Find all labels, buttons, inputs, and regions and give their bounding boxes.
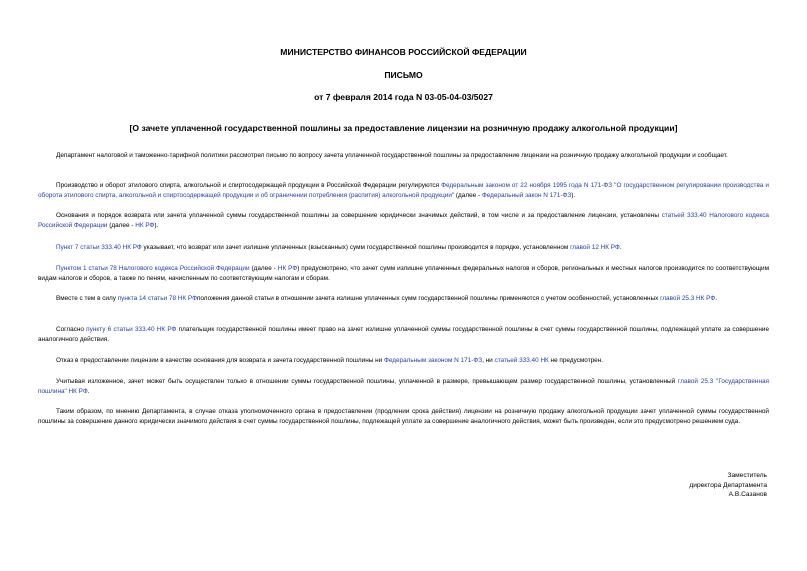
paragraph-text: указывает, что возврат или зачет излишне уплаченных (взысканных) сумм государственной пошлины производится в порядке, установленном	[141, 244, 571, 251]
paragraph-8	[38, 356, 769, 366]
paragraph-text: Таким образом, по мнению Департамента, в случае отказа уполномоченного органа в предоставлении (продлении срока действия) лицензии на розничную продажу алкогольной продукции зачет уплаченной суммы государственной пошлины за совершение данного юридически значимого действия в счет суммы государственной пошлины, подлежащей уплате за совершение аналогичного действия, может быть произведен, если это предусмотрено решением суда.	[38, 408, 769, 426]
paragraph-text: ) предусмотрено, что зачет сумм излишне уплаченных федеральных налогов и сборов, региональных и местных налогов производится по соответствующим видам налогов и сборов, а также по пеням, начисленным по соответствующим налогам и сборам.	[38, 265, 769, 283]
link-clause-6-article-333-40[interactable]: пункту 6 статьи 333.40 НК РФ	[86, 326, 177, 333]
paragraph-text: (далее -	[107, 222, 136, 230]
link-chapter-25-3-state-duty[interactable]: главой 25.3 "Государственная пошлина" НК РФ	[38, 378, 770, 396]
ministry-title: МИНИСТЕРСТВО ФИНАНСОВ РОССИЙСКОЙ ФЕДЕРАЦИИ	[280, 47, 527, 57]
paragraph-text: Согласно	[56, 326, 87, 333]
signature-department: директора Департамента	[689, 481, 767, 489]
paragraph-text: .	[87, 388, 90, 396]
paragraph-text: не предусмотрен.	[548, 357, 604, 364]
paragraph-4	[38, 243, 769, 253]
link-nk-rf[interactable]: НК РФ	[135, 222, 155, 230]
paragraph-6	[38, 294, 769, 304]
paragraph-3	[38, 211, 769, 231]
paragraph-text: (далее -	[249, 265, 278, 272]
paragraph-text: ).	[154, 222, 159, 230]
paragraph-7	[38, 325, 769, 345]
paragraph-text: .	[619, 244, 622, 251]
link-clause-14-article-78[interactable]: пункта 14 статьи 78 НК РФ	[117, 295, 197, 302]
link-federal-law-171[interactable]: Федеральным законом от 22 ноября 1995 года N 171-ФЗ "О государственном регулировании производства и оборота этилового спирта, алкогольной и спиртосодержащей продукции и об ограничении потребления (распития) алкогольной продукции"	[38, 182, 769, 200]
link-clause-1-article-78[interactable]: Пунктом 1 статьи 78 Налогового кодекса Российской Федерации	[56, 265, 250, 272]
paragraph-5	[38, 264, 769, 284]
link-article-333-40-tax-code[interactable]: статьей 333.40 Налогового кодекса Российской Федерации	[38, 212, 769, 230]
link-federal-law-171-short[interactable]: Федеральный закон N 171-ФЗ	[481, 192, 572, 200]
paragraph-text: Отказ в предоставлении лицензии в качестве основания для возврата и зачета государственной пошлины ни	[56, 357, 384, 364]
paragraph-text: ).	[571, 192, 576, 200]
document-type: ПИСЬМО	[384, 70, 423, 80]
paragraph-text: , ни	[482, 357, 495, 364]
paragraph-10	[38, 407, 769, 427]
paragraph-text: .	[715, 295, 717, 302]
paragraph-text: Основания и порядок возврата или зачета уплаченной суммы государственной пошлины за совершение юридически значимых действий, в том числе и за предоставление лицензии, установлены	[56, 212, 662, 219]
link-nk-rf[interactable]: НК РФ	[277, 265, 298, 272]
signature-name: А.В.Сазанов	[728, 491, 767, 498]
signature-block	[567, 471, 767, 500]
link-federal-law-171-short[interactable]: Федеральным законом N 171-ФЗ	[383, 357, 483, 364]
link-clause-7-article-333-40[interactable]: Пункт 7 статьи 333.40 НК РФ	[56, 244, 142, 251]
link-chapter-25-3[interactable]: главой 25.3 НК РФ	[660, 295, 716, 302]
link-chapter-12[interactable]: главой 12 НК РФ	[570, 244, 620, 251]
paragraph-text: плательщик государственной пошлины имеет право на зачет излишне уплаченной суммы государственной пошлины в счет суммы государственной пошлины, подлежащей уплате за совершение аналогичного действия.	[38, 326, 770, 344]
paragraph-9	[38, 377, 769, 397]
paragraph-text: положения данной статьи в отношении зачета излишне уплаченных сумм государственной пошлины применяются с учетом особенностей, установленных	[196, 295, 661, 302]
paragraph-text: Департамент налоговой и таможенно-тарифной политики рассмотрел письмо по вопросу зачета уплаченной государственной пошлины за предоставление лицензии на розничную продажу алкогольной продукции и сообщает.	[56, 152, 728, 159]
document-subject: [О зачете уплаченной государственной пошлины за предоставление лицензии на розничную продажу алкогольной продукции]	[129, 123, 678, 133]
paragraph-text: Учитывая изложенное, зачет может быть осуществлен только в отношении суммы государственной пошлины, уплаченной в размере, превышающем размер государственной пошлины, установленный	[56, 378, 679, 385]
link-article-333-40-nk[interactable]: статьей 333.40 НК	[494, 357, 549, 364]
paragraph-1	[38, 151, 769, 161]
paragraph-text: Производство и оборот этилового спирта, алкогольной и спиртосодержащей продукции в Российской Федерации регулируются	[56, 182, 442, 189]
signature-position: Заместитель	[727, 472, 767, 479]
paragraph-2	[38, 181, 769, 201]
document-date-number: от 7 февраля 2014 года N 03-05-04-03/5027	[314, 92, 493, 102]
paragraph-text: (далее -	[454, 192, 482, 200]
paragraph-text: Вместе с тем в силу	[56, 295, 118, 302]
